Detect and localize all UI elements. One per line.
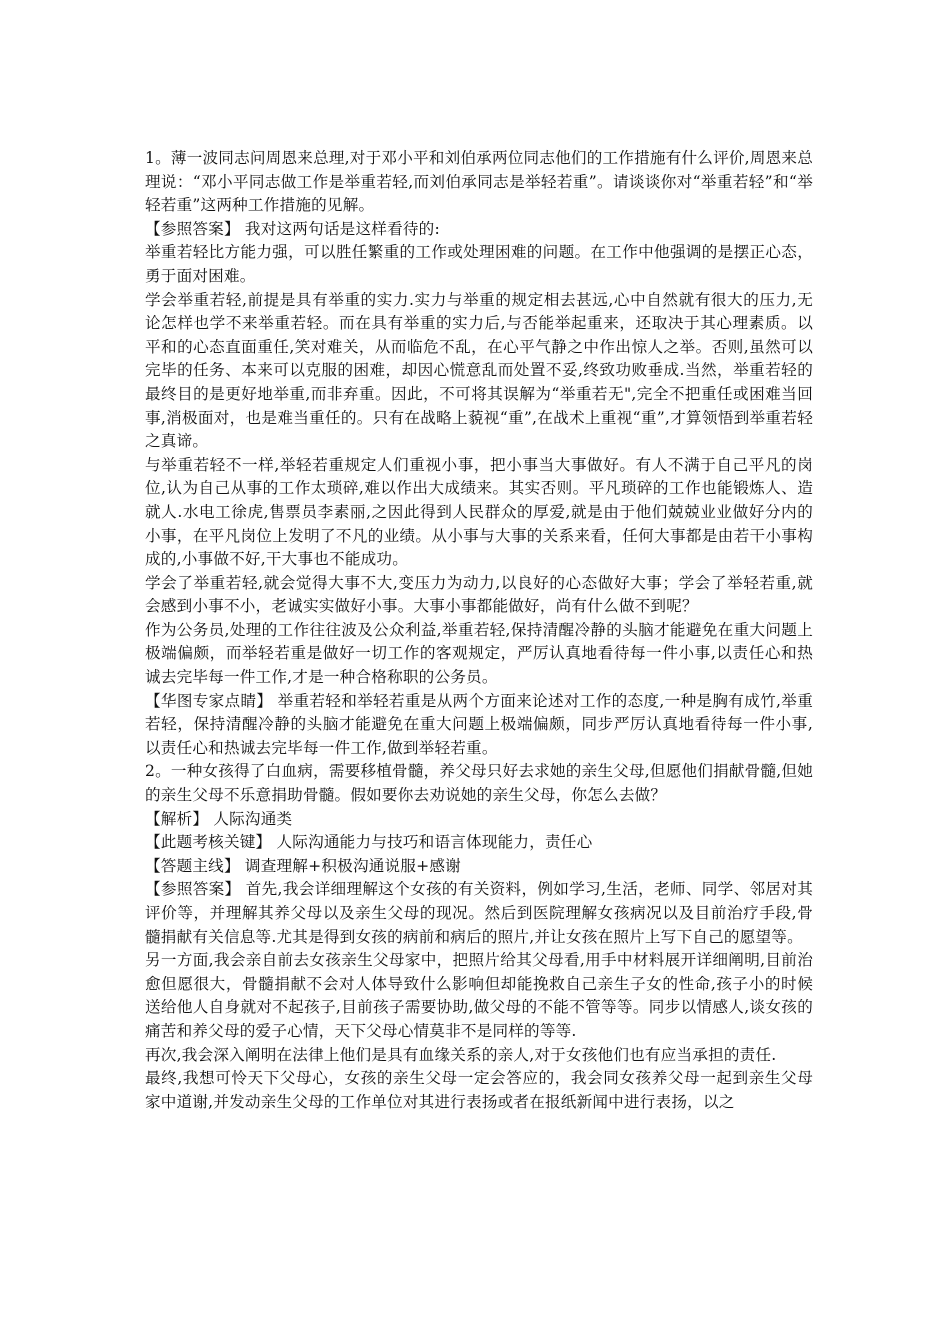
question-1-paragraph: 1。薄一波同志问周恩来总理,对于邓小平和刘伯承两位同志他们的工作措施有什么评价,周恩来总理说：“邓小平同志做工作是举重若轻,而刘伯承同志是举轻若重”。请谈谈你对“举重若轻”和“举轻若重”这两种工作措施的见解。 — [145, 149, 813, 215]
answer-paragraph: 作为公务员,处理的工作往往波及公众利益,举重若轻,保持清醒冷静的头脑才能避免在重大问题上极端偏颇，而举轻若重是做好一切工作的客观规定，严厉认真地看待每一件小事,以责任心和热诚去完毕每一件工作,才是一种合格称职的公务员。 — [145, 620, 813, 687]
question-2-paragraph: 2。一种女孩得了白血病，需要移植骨髓，养父母只好去求她的亲生父母,但愿他们捐献骨髓,但她的亲生父母不乐意捐助骨髓。假如要你去劝说她的亲生父母，你怎么去做？ — [145, 762, 813, 805]
answer-paragraph: 【参照答案】 首先,我会详细理解这个女孩的有关资料，例如学习,生活，老师、同学、邻居对其评价等，并理解其养父母以及亲生父母的现况。然后到医院理解女孩病况以及目前治疗手段,骨髓捐献有关信息等.尤其是得到女孩的病前和病后的照片,并让女孩在照片上写下自己的愿望等。 — [145, 880, 813, 946]
answer-paragraph: 另一方面,我会亲自前去女孩亲生父母家中，把照片给其父母看,用手中材料展开详细阐明,目前治愈但愿很大，骨髓捐献不会对人体导致什么影响但却能挽救自己亲生子女的性命,孩子小的时候送给他人自身就对不起孩子,目前孩子需要协助,做父母的不能不管等等。同步以情感人,谈女孩的痛苦和养父母的爱子心情，天下父母心情莫非不是同样的等等. — [145, 951, 813, 1040]
answer-paragraph: 与举重若轻不一样,举轻若重规定人们重视小事，把小事当大事做好。有人不满于自己平凡的岗位,认为自己从事的工作太琐碎,难以作出大成绩来。其实否则。平凡琐碎的工作也能锻炼人、造就人.水电工徐虎,售票员李素丽,之因此得到人民群众的厚爱,就是由于他们兢兢业业做好分内的小事，在平凡岗位上发明了不凡的业绩。从小事与大事的关系来看，任何大事都是由若干小事构成的,小事做不好,干大事也不能成功。 — [145, 455, 813, 569]
answer-paragraph: 学会了举重若轻,就会觉得大事不大,变压力为动力,以良好的心态做好大事；学会了举轻若重,就会感到小事不小，老诚实实做好小事。大事小事都能做好，尚有什么做不到呢？ — [145, 573, 813, 616]
document-body — [145, 147, 813, 1114]
answer-paragraph: 最终,我想可怜天下父母心，女孩的亲生父母一定会答应的，我会同女孩养父母一起到亲生父母家中道谢,并发动亲生父母的工作单位对其进行表扬或者在报纸新闻中进行表扬，以之 — [145, 1069, 813, 1111]
answer-paragraph: 学会举重若轻,前提是具有举重的实力.实力与举重的规定相去甚远,心中自然就有很大的压力,无论怎样也学不来举重若轻。而在具有举重的实力后,与否能举起重来，还取决于其心理素质。以平和的心态直面重任,笑对难关，从而临危不乱，在心平气静之中作出惊人之举。否则,虽然可以完毕的任务、本来可以克服的困难，却因心慌意乱而处置不妥,终致功败垂成.当然，举重若轻的最终目的是更好地举重,而非弃重。因此，不可将其误解为“举重若无",完全不把重任或困难当回事,消极面对，也是难当重任的。只有在战略上藐视“重”,在战术上重视“重”,才算领悟到举重若轻之真谛。 — [145, 290, 813, 451]
answer-paragraph: 举重若轻比方能力强，可以胜任繁重的工作或处理困难的问题。在工作中他强调的是摆正心态，勇于面对困难。 — [145, 243, 813, 285]
analysis-line: 【解析】 人际沟通类 — [145, 809, 293, 828]
main-thread-line: 【答题主线】 调查理解+积极沟通说服+感谢 — [145, 856, 461, 875]
reference-answer-heading: 【参照答案】 我对这两句话是这样看待的: — [145, 219, 440, 238]
key-points-line: 【此题考核关键】 人际沟通能力与技巧和语言体现能力，责任心 — [145, 833, 593, 852]
answer-paragraph: 再次,我会深入阐明在法律上他们是具有血缘关系的亲人,对于女孩他们也有应当承担的责任. — [145, 1045, 777, 1064]
expert-comment-paragraph: 【华图专家点睛】 举重若轻和举轻若重是从两个方面来论述对工作的态度,一种是胸有成竹,举重若轻，保持清醒冷静的头脑才能避免在重大问题上极端偏颇，同步严厉认真地看待每一件小事,以责任心和热诚去完毕每一件工作,做到举轻若重。 — [145, 691, 813, 757]
